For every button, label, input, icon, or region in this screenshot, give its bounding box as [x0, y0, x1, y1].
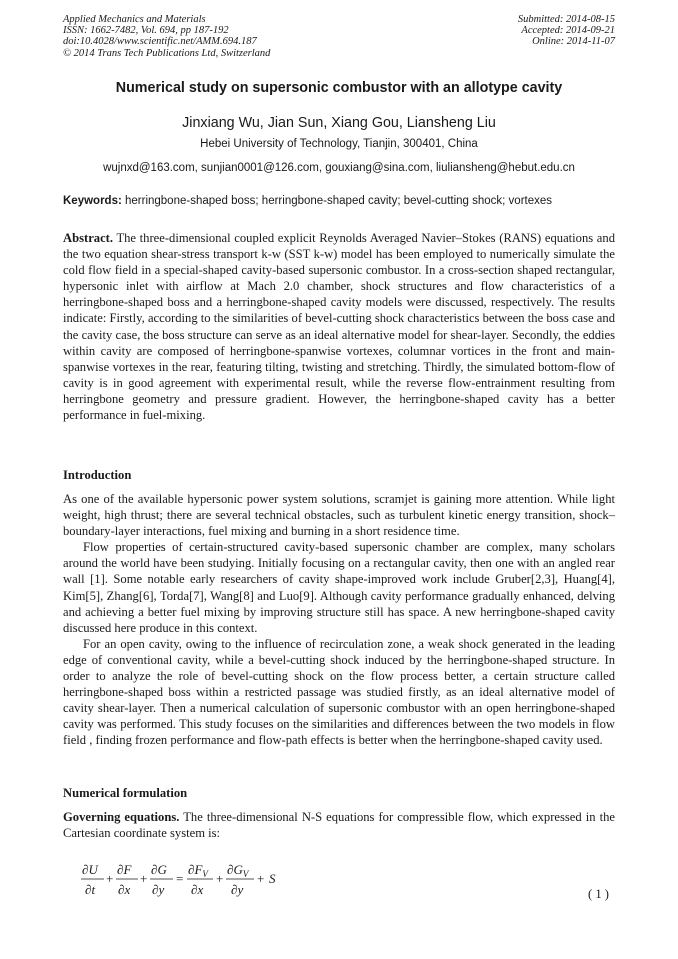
intro-paragraph: Flow properties of certain-structured cavity-based supersonic chamber are complex, many scholars around the world have been studying. Initially focusing on a rectangular cavity, then one with an angled rear wall [1]. Some notable early researchers of cavity shape-improved work include Gruber[2,3], Huang[4], Kim[5], Zhang[6], Torda[7], Wang[8] and Luo[9]. Although cavity performance gradually enhanced, delving and achieving a better fuel mixing by improving structure still has space. A new herringbone-shaped cavity discussed here produce in this context. — [63, 540, 615, 635]
introduction-heading: Introduction — [63, 468, 132, 482]
ns-equation — [80, 858, 300, 902]
online-date: Online: 2014-11-07 — [532, 36, 615, 48]
keywords-label: Keywords: — [63, 195, 122, 207]
copyright-line: © 2014 Trans Tech Publications Ltd, Switzerland — [63, 47, 271, 59]
issn-line: ISSN: 1662-7482, Vol. 694, pp 187-192 — [63, 25, 229, 37]
svg-text:+: + — [140, 871, 148, 886]
journal-header — [63, 14, 270, 59]
doi-line[interactable]: doi:10.4028/www.scientific.net/AMM.694.187 — [63, 36, 257, 48]
abstract — [63, 230, 615, 423]
author-emails[interactable]: wujnxd@163.com, sunjian0001@126.com, gouxiang@sina.com, liuliansheng@hebut.edu.cn — [103, 162, 575, 174]
svg-text:S: S — [269, 871, 276, 886]
paper-title: Numerical study on supersonic combustor with an allotype cavity — [115, 80, 563, 96]
intro-paragraph: As one of the available hypersonic power system solutions, scramjet is gaining more attention. While light weight, high thrust; there are several technical obstacles, such as turbulent kinetic energy transition, shock–boundary-layer interactions, fuel mixing and burning in a short residence time. — [63, 492, 615, 539]
numerical-formulation-heading: Numerical formulation — [63, 786, 188, 800]
affiliation: Hebei University of Technology, Tianjin, 300401, China — [200, 138, 478, 150]
governing-equations-paragraph — [63, 809, 615, 841]
author-list: Jinxiang Wu, Jian Sun, Xiang Gou, Liansheng Liu — [182, 115, 496, 131]
governing-label: Governing equations. — [63, 810, 180, 824]
svg-text:∂x: ∂x — [118, 882, 131, 897]
equation-number: ( 1 ) — [588, 887, 609, 901]
svg-text:∂GV: $\partial G_V$ — [227, 862, 249, 879]
abstract-label: Abstract. — [63, 231, 114, 245]
svg-text:∂t: ∂t — [85, 882, 96, 897]
svg-text:∂U: ∂U — [82, 862, 98, 877]
svg-text:∂FV: $\partial F_V$ — [188, 862, 208, 879]
abstract-text: The three-dimensional coupled explicit Reynolds Averaged Navier–Stokes (RANS) equations and the two equation shear-stress transport k-w (SST k-w) model has been employed to numerically simulate the cold flow field in a special-shaped cavity-based supersonic combustor. In a cross-section shaped rectangular, hypersonic inlet with airflow at Mach 2.0 chamber, shock structures and flow characteristics of a herringbone-shaped boss and a herringbone-shaped cavity models were discussed, respectively. The results indicate: Firstly, according to the similarities of bevel-cutting shock characteristics between the boss case and the cavity case, the boss structure can serve as an ideal alternative model for shear-layer. Secondly, the eddies within cavity are composed of herringbone-spanwise vortexes, columnar vortices in the front and main-spanwise vortexes in the rear, featuring tilting, twisting and stretching. Thirdly, the simulated bottom-flow of cavity is in good agreement with experimental result, while the reverse flow-entrainment resulting from herringbone geometry and pressure gradient. However, the herringbone-shaped cavity has a better performance in fuel-mixing. — [63, 231, 615, 423]
introduction-body — [63, 491, 615, 749]
governing-text: The three-dimensional N-S equations for compressible flow, which expressed in the Cartesian coordinate system is: — [63, 810, 615, 841]
svg-text:∂G: ∂G — [151, 862, 167, 877]
dates-header — [518, 14, 615, 48]
keywords-text: herringbone-shaped boss; herringbone-shaped cavity; bevel-cutting shock; vortexes — [121, 195, 553, 207]
journal-name: Applied Mechanics and Materials — [63, 14, 206, 25]
keywords — [63, 195, 552, 207]
svg-text:+: + — [106, 871, 114, 886]
svg-text:+: + — [216, 871, 224, 886]
accepted-date: Accepted: 2014-09-21 — [521, 25, 615, 37]
svg-text:∂x: ∂x — [191, 882, 204, 897]
svg-text:∂y: ∂y — [152, 882, 165, 897]
intro-paragraph: For an open cavity, owing to the influence of recirculation zone, a weak shock generated in the leading edge of conventional cavity, while a bevel-cutting shock induced by the herringbone-shaped structure. In order to analyze the role of bevel-cutting shock on the flow process better, a certain structure called herringbone-shaped boss within a restricted passage was studied firstly, as an ideal alternative model of cavity shear-layer. Then a numerical calculation of supersonic combustor with an open herringbone-shaped cavity was performed. This study focuses on the similarities and differences between the two models in flow field , finding frozen performance and flow-path effects is better when the herringbone-shaped cavity used. — [63, 636, 615, 748]
svg-text:∂y: ∂y — [231, 882, 244, 897]
svg-text:∂F: ∂F — [117, 862, 132, 877]
svg-text:=: = — [176, 871, 184, 886]
svg-text:+: + — [257, 871, 265, 886]
submitted-date: Submitted: 2014-08-15 — [517, 14, 615, 25]
